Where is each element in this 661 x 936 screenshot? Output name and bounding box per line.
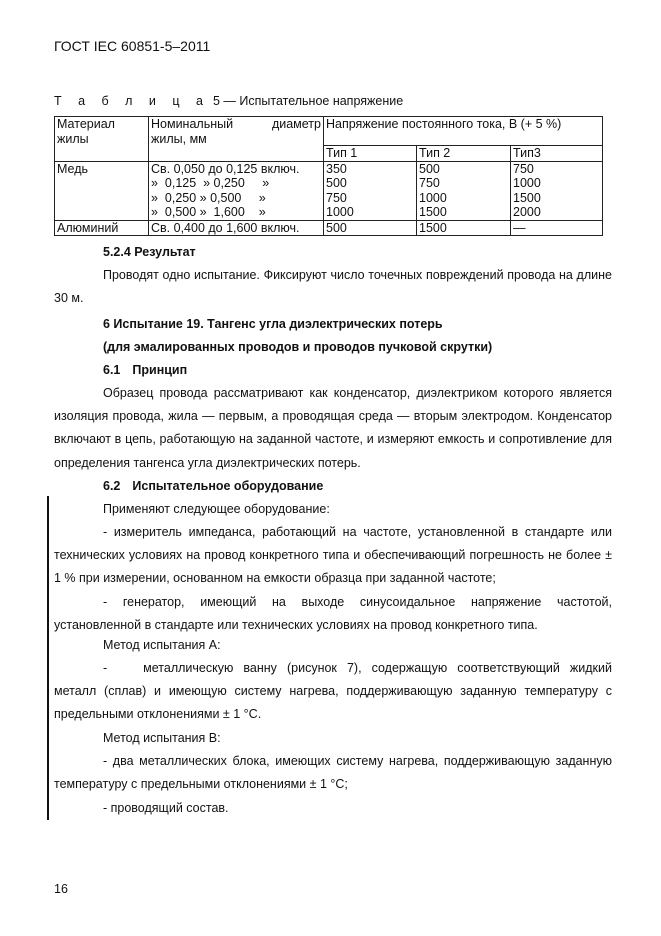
section-6-subtitle: (для эмалированных проводов и проводов пучковой скрутки) (103, 340, 493, 354)
cell-aluminium-type2: 1500 (417, 220, 511, 236)
method-a-dash: - (103, 661, 108, 675)
caption-prefix: Т а б л и ц а (54, 94, 210, 108)
table-caption (54, 94, 403, 108)
method-a-item (54, 657, 612, 727)
copper-diameter-2: » 0,125 » 0,250 » (151, 176, 270, 190)
equipment-intro: Применяют следующее оборудование: (103, 502, 330, 516)
header-type1: Тип 1 (324, 146, 417, 162)
copper-diameter-3: » 0,250 » 0,500 » (151, 190, 266, 205)
document-header: ГОСТ IEC 60851-5–2011 (54, 38, 211, 54)
value: 2000 (513, 205, 541, 219)
section-5-2-4-title: 5.2.4 Результат (103, 245, 196, 259)
method-a-label: Метод испытания А: (103, 638, 221, 652)
equipment-item-2: - генератор, имеющий на выходе синусоидальное напряжение частотой, установленной в стандарте или технических условиях на провод конкретного типа. (54, 595, 612, 633)
cell-copper-type1 (324, 161, 417, 220)
header-material: Материал жилы (55, 117, 149, 162)
value: 1500 (513, 190, 541, 205)
voltage-table (54, 116, 603, 236)
value: 1000 (419, 190, 447, 205)
cell-copper-type2 (417, 161, 511, 220)
header-type2: Тип 2 (417, 146, 511, 162)
method-b-item-2: - проводящий состав. (103, 801, 229, 815)
table-row (55, 161, 603, 220)
value: 500 (326, 176, 347, 190)
value: 500 (419, 161, 440, 176)
cell-copper-diameters (149, 161, 324, 220)
cell-aluminium-type3: — (511, 220, 603, 236)
method-a-item-text: металлическую ванну (рисунок 7), содержащую соответствующий жидкий металл (сплав) и имеющую систему нагрева, поддерживающую заданную температуру с предельными отклонениями ± 1 °С. (54, 661, 612, 722)
page-number: 16 (54, 882, 68, 896)
section-6-1-text: Образец провода рассматривают как конденсатор, диэлектриком которого является изоляция провода, жила — первым, а проводящая среда — вторым электродом. Конденсатор включают в цепь, работающую на заданной частоте, и измеряют емкость и сопротивление для определения тангенса угла диэлектрических потерь. (54, 386, 612, 470)
value: 750 (326, 190, 347, 205)
value: 1500 (419, 205, 447, 219)
caption-text: 5 — Испытательное напряжение (212, 94, 404, 108)
change-bar (47, 496, 49, 820)
header-nominal-a: Номинальный (151, 117, 234, 131)
section-5-2-4-text: Проводят одно испытание. Фиксируют число точечных повреждений провода на длине 30 м. (54, 268, 612, 306)
value: 1000 (513, 176, 541, 190)
header-nominal-c: жилы, мм (151, 131, 207, 146)
table-row (55, 117, 603, 146)
section-6-1-title: 6.1 Принцип (103, 363, 188, 377)
section-6-2-title: 6.2 Испытательное оборудование (103, 479, 324, 493)
cell-aluminium-type1: 500 (324, 220, 417, 236)
cell-aluminium-diameter: Св. 0,400 до 1,600 включ. (149, 220, 324, 236)
header-nominal-diameter (149, 117, 324, 162)
cell-copper-type3 (511, 161, 603, 220)
value: 750 (419, 176, 440, 190)
header-nominal-b: диаметр (271, 117, 321, 131)
section-6-title: 6 Испытание 19. Тангенс угла диэлектрических потерь (103, 317, 443, 331)
cell-aluminium: Алюминий (55, 220, 149, 236)
header-voltage: Напряжение постоянного тока, В (+ 5 %) (324, 117, 603, 146)
cell-copper: Медь (55, 161, 149, 220)
method-b-label: Метод испытания В: (103, 731, 221, 745)
value: 350 (326, 161, 347, 176)
table-row (55, 220, 603, 236)
copper-diameter-1: Св. 0,050 до 0,125 включ. (151, 161, 300, 176)
copper-diameter-4: » 0,500 » 1,600 » (151, 205, 266, 219)
method-b-item-1: - два металлических блока, имеющих систему нагрева, поддерживающую заданную температуру с предельными отклонениями ± 1 °С; (54, 754, 612, 792)
value: 750 (513, 161, 534, 176)
equipment-item-1: - измеритель импеданса, работающий на частоте, установленной в стандарте или технических условиях на провод конкретного типа и обеспечивающий погрешность не более ± 1 % при измерении, основанном на емкости образца при заданной частоте; (54, 525, 612, 586)
value: 1000 (326, 205, 354, 219)
header-type3: Тип3 (511, 146, 603, 162)
